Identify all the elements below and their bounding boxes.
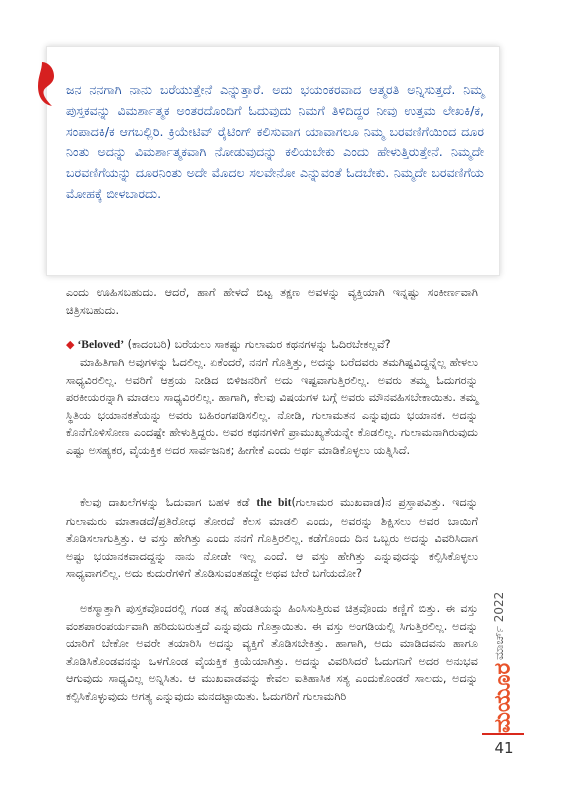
page-number: 41 — [494, 739, 514, 757]
issue-date: ಮಾರ್ಚ್ 2022 — [492, 591, 506, 660]
pull-quote-text: ಜನ ನನಗಾಗಿ ನಾನು ಬರೆಯುತ್ತೇನೆ ಎನ್ನುತ್ತಾರೆ. ಅದು ಭಯಂಕರವಾದ ಆತ್ಮರತಿ ಅನ್ನಿಸುತ್ತದೆ. ನಿಮ್ಮ ಪುಸ್ತಕವನ್ನು ವಿಮರ್ಶಾತ್ಮಕ ಅಂತರದೊಂದಿಗೆ ಓದುವುದು ನಿಮಗೆ ತಿಳಿದಿದ್ದರ ನೀವು ಉತ್ತಮ ಲೇಖಕಿ/ಕ, ಸಂಪಾದಕಿ/ಕ ಆಗಬಲ್ಲಿರಿ. ಕ್ರಿಯೇಟಿವ್ ರೈಟಿಂಗ್ ಕಲಿಸುವಾಗ ಯಾವಾಗಲೂ ನಿಮ್ಮ ಬರವಣಿಗೆಯಿಂದ ದೂರ ನಿಂತು ಅದನ್ನು ವಿಮರ್ಶಾತ್ಮಕವಾಗಿ ನೋಡುವುದನ್ನು ಕಲಿಯಬೇಕು ಎಂದು ಹೇಳುತ್ತಿರುತ್ತೇನೆ. ನಿಮ್ಮದೇ ಬರವಣಿಗೆಯನ್ನು ದೂರನಿಂತು ಅದೇ ಮೊದಲ ಸಲವೇನೋ ಎನ್ನುವಂತೆ ಓದಬೇಕು. ನಿಮ್ಮದೇ ಬರವಣಿಗೆಯ ಮೋಹಕ್ಕೆ ಬೀಳಬಾರದು. — [66, 82, 484, 201]
p3-english-term: the bit — [256, 497, 292, 509]
body-paragraph-2: ಮಾಹಿತಿಗಾಗಿ ಅವುಗಳನ್ನು ಓದಲಿಲ್ಲ. ಏಕೆಂದರೆ, ನನಗೆ ಗೊತ್ತಿತ್ತು, ಅದನ್ನು ಬರೆದವರು ತಮಗಿಷ್ಟವಿದ್ದನ್ನೆಲ್ಲ ಹೇಳಲು ಸಾಧ್ಯವಿರಲಿಲ್ಲ. ಅವರಿಗೆ ಆಶ್ರಯ ನೀಡಿದ ಬಿಳಿಜನರಿಗೆ ಅದು ಇಷ್ಟವಾಗುತ್ತಿರಲಿಲ್ಲ. ಅವರು ತಮ್ಮ ಓದುಗರನ್ನು ಪರಕೀಯರನ್ನಾಗಿ ಮಾಡಲು ಸಾಧ್ಯವಿರಲಿಲ್ಲ. ಹಾಗಾಗಿ, ಕೆಲವು ವಿಷಯಗಳ ಬಗ್ಗೆ ಅವರು ಮೌನವಹಿಸಬೇಕಾಯಿತು. ತಮ್ಮ ಸ್ಥಿತಿಯ ಭಯಾನಕತೆಯನ್ನು ಅವರು ಬಹಿರಂಗಪಡಿಸಲಿಲ್ಲ. ನೋಡಿ, ಗುಲಾಮತನ ಎನ್ನುವುದು ಭಯಾನಕ. ಅದನ್ನು ಕೊನೆಗೊಳಿಸೋಣ ಎಂದಷ್ಟೇ ಹೇಳುತ್ತಿದ್ದರು. ಅವರ ಕಥನಗಳಿಗೆ ಪ್ರಾಮುಖ್ಯತೆಯನ್ನೇ ಕೊಡಲಿಲ್ಲ. ಗುಲಾಮನಾಗಿರುವುದು ಎಷ್ಟು ಅಸಹ್ಯಕರ, ವೈಯಕ್ತಿಕ ಅದರ ಸಾರ್ವಜನಿಕ; ಹೀಗೇಕೆ ಎಂದು ಅರ್ಥ ಮಾಡಿಕೊಳ್ಳಲು ಯತ್ನಿಸಿದೆ. — [66, 356, 478, 457]
quote-mark-icon — [38, 60, 64, 108]
body-paragraph-1: ಎಂದು ಊಹಿಸಬಹುದು. ಆದರೆ, ಹಾಗೆ ಹೇಳದೆ ಬಿಟ್ಟ ತಕ್ಷಣ ಅವಳನ್ನು ವ್ಯಕ್ತಿಯಾಗಿ ಇನ್ನಷ್ಟು ಸಂಕೀರ್ಣವಾಗಿ ಚಿತ್ರಿಸಬಹುದು. — [66, 286, 478, 317]
question-title: ‘Beloved’ — [77, 339, 125, 351]
diamond-bullet-icon: ◆ — [66, 338, 75, 351]
interview-question — [66, 336, 478, 355]
p3-part-b: (ಗುಲಾಮರ ಮುಖವಾಡ)ನ ಪ್ರಸ್ತಾಪವಿತ್ತು. ಇದನ್ನು ಗುಲಾಮರು ಮಾತಾಡದೆ/ಪ್ರತಿರೋಧ ತೋರದೆ ಕೆಲಸ ಮಾಡಲಿ ಎಂದು, ಅವರನ್ನು ಶಿಕ್ಷಿಸಲು ಅವರ ಬಾಯಿಗೆ ತೊಡಿಸಲಾಗುತ್ತಿತ್ತು. ಆ ವಸ್ತು ಹೇಗಿತ್ತು ಎಂದು ನನಗೆ ಗೊತ್ತಿರಲಿಲ್ಲ. ಕಡೆಗೊಂದು ದಿನ ಒಬ್ಬರು ಅದನ್ನು ವಿವರಿಸಿದಾಗ ಅಷ್ಟು ಭಯಾನಕವಾದದ್ದನ್ನು ನಾನು ನೋಡೇ ಇಲ್ಲ ಎಂದೆ. ಆ ವಸ್ತು ಹೇಗಿತ್ತು ಎನ್ನುವುದನ್ನು ಕಲ್ಪಿಸಿಕೊಳ್ಳಲು ಸಾಧ್ಯವಾಗಲಿಲ್ಲ. ಅದು ಕುದುರೆಗಳಿಗೆ ತೊಡಿಸುವಂತಹದ್ದೇ ಅಥವ ಬೇರೆ ಬಗೆಯದೋ? — [66, 496, 478, 581]
question-text: (ಕಾದಂಬರಿ) ಬರೆಯಲು ಸಾಕಷ್ಟು ಗುಲಾಮರ ಕಥನಗಳನ್ನು ಓದಿರಬೇಕಲ್ಲವೆ? — [124, 338, 391, 351]
body-paragraph-3 — [66, 494, 478, 583]
magazine-logo: ಮಯೂರ — [490, 662, 516, 734]
body-paragraph-4: ಅಕಸ್ಮಾತ್ತಾಗಿ ಪುಸ್ತಕವೊಂದರಲ್ಲಿ ಗಂಡ ತನ್ನ ಹೆಂಡತಿಯನ್ನು ಹಿಂಸಿಸುತ್ತಿರುವ ಚಿತ್ರವೊಂದು ಕಣ್ಣಿಗೆ ಬಿತ್ತು. ಈ ವಸ್ತು ವಂಶಪಾರಂಪರ್ಯವಾಗಿ ಹರಿದುಬರುತ್ತದೆ ಎನ್ನುವುದು ಗೊತ್ತಾಯಿತು. ಈ ವಸ್ತು ಅಂಗಡಿಯಲ್ಲಿ ಸಿಗುತ್ತಿರಲಿಲ್ಲ. ಅದನ್ನು ಯಾರಿಗೆ ಬೇಕೋ ಅವರೇ ತಯಾರಿಸಿ ಅದನ್ನು ವ್ಯಕ್ತಿಗೆ ತೊಡಿಸಬೇಕಿತ್ತು. ಹಾಗಾಗಿ, ಅದು ಮಾಡಿದವನು ಹಾಗೂ ತೊಡಿಸಿಕೊಂಡವನನ್ನು ಒಳಗೊಂಡ ವೈಯಕ್ತಿಕ ಕ್ರಿಯೆಯಾಗಿತ್ತು. ಅದನ್ನು ವಿವರಿಸಿದರೆ ಓದುಗನಿಗೆ ಅದರ ಅನುಭವ ಆಗುವುದು ಸಾಧ್ಯವಿಲ್ಲ ಅನ್ನಿಸಿತು. ಆ ಮುಖವಾಡವನ್ನು ಕೇವಲ ಐತಿಹಾಸಿಕ ಸತ್ಯ ಎಂದುಕೊಂಡರೆ ಸಾಲದು, ಅದನ್ನು ಕಲ್ಪಿಸಿಕೊಳ್ಳುವುದು ಅಗತ್ಯ ಎನ್ನುವುದು ಮನದಟ್ಟಾಯಿತು. ಓದುಗರಿಗೆ ಗುಲಾಮಗಿರಿ — [66, 602, 478, 703]
divider-line — [482, 733, 524, 735]
p3-part-a: ಕೆಲವು ದಾಖಲೆಗಳನ್ನು ಓದುವಾಗ ಬಹಳ ಕಡೆ — [80, 496, 257, 509]
